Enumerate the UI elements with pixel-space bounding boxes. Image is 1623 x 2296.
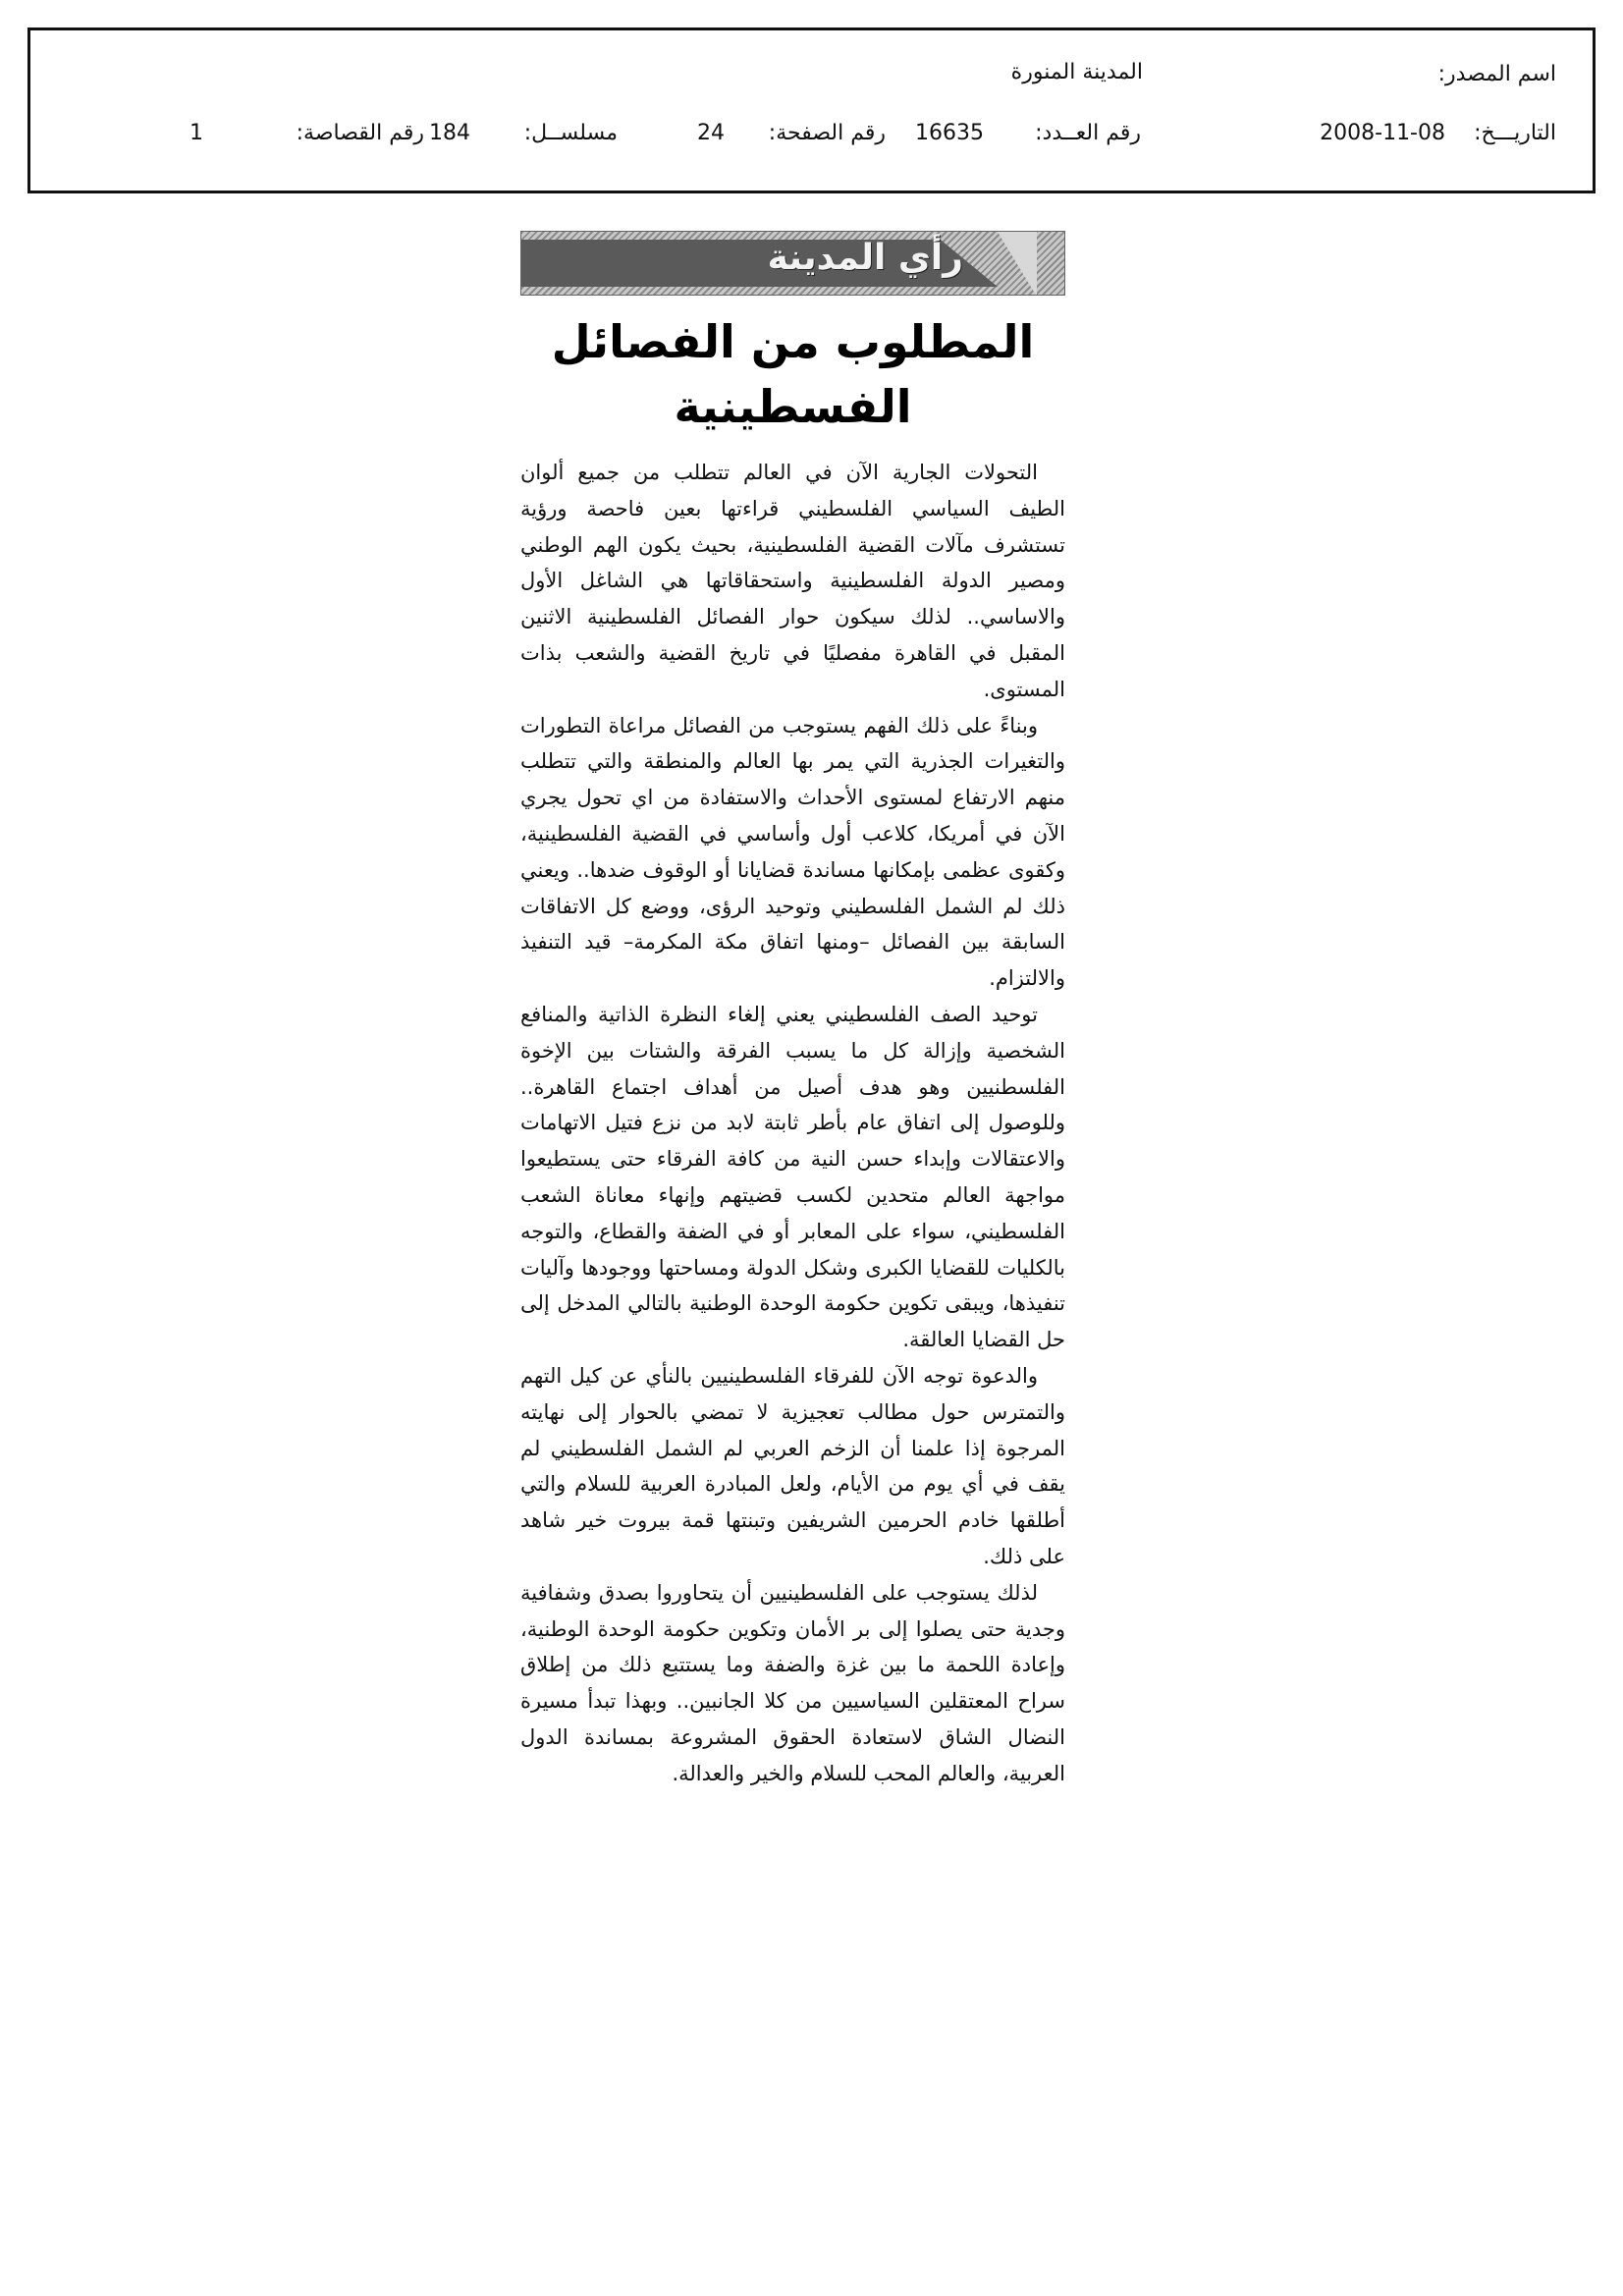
date-label: التاريـــخ: bbox=[1474, 121, 1556, 145]
serial-label: مسلســل: bbox=[523, 121, 618, 145]
issue-label: رقم العــدد: bbox=[1035, 121, 1141, 145]
section-title: رأي المدينة bbox=[767, 238, 963, 278]
clip-value: 1 bbox=[189, 121, 203, 145]
source-value: المدينة المنورة bbox=[1010, 60, 1143, 84]
clip-label: رقم القصاصة: bbox=[296, 121, 424, 145]
issue-value: 16635 bbox=[915, 121, 984, 145]
article-paragraph: التحولات الجارية الآن في العالم تتطلب من جميع ألوان الطيف السياسي الفلسطيني قراءتها بعين فاحصة ورؤية تستشرف مآلات القضية الفلسطينية، بحيث يكون الهم الوطني ومصير الدولة الفلسطينية واستحقاقاتها هي الشاغل الأول والاساسي.. لذلك سيكون حوار الفصائل الفلسطينية الاثنين المقبل في القاهرة مفصليًا في تاريخ القضية والشعب بذات المستوى. bbox=[520, 461, 1065, 701]
clipping-header bbox=[27, 27, 1596, 193]
source-label: اسم المصدر: bbox=[1437, 62, 1556, 86]
article-headline: المطلوب من الفصائل الفسطينية bbox=[551, 315, 1035, 433]
serial-value: 184 bbox=[429, 121, 470, 145]
article-paragraph: توحيد الصف الفلسطيني يعني إلغاء النظرة الذاتية والمنافع الشخصية وإزالة كل ما يسبب الفرقة والشتات بين الإخوة الفلسطنيين وهو هدف أصيل من أهداف اجتماع القاهرة.. وللوصول إلى اتفاق عام بأطر ثابتة لابد من نزع فتيل الاتهامات والاعتقالات وإبداء حسن النية من كافة الفرقاء حتى يستطيعوا مواجهة العالم متحدين لكسب قضيتهم وإنهاء معاناة الشعب الفلسطيني، سواء على المعابر أو في الضفة والقطاع، والتوجه بالكليات للقضايا الكبرى وشكل الدولة ومساحتها ووجودها وآليات تنفيذها، ويبقى تكوين حكومة الوحدة الوطنية بالتالي المدخل إلى حل القضايا العالقة. bbox=[520, 1002, 1065, 1352]
page-label: رقم الصفحة: bbox=[768, 121, 886, 145]
article bbox=[520, 231, 1065, 1791]
article-paragraph: لذلك يستوجب على الفلسطينيين أن يتحاوروا بصدق وشفافية وجدية حتى يصلوا إلى بر الأمان وتكوين حكومة الوحدة الوطنية، وإعادة اللحمة ما بين غزة والضفة وما يستتبع ذلك من إطلاق سراح المعتقلين السياسيين من كلا الجانبين.. وبهذا تبدأ مسيرة النضال الشاق لاستعادة الحقوق المشروعة بمساندة الدول العربية، والعالم المحب للسلام والخير والعدالة. bbox=[520, 1580, 1065, 1785]
article-body bbox=[520, 455, 1065, 1791]
section-banner bbox=[520, 231, 1065, 296]
page-value: 24 bbox=[697, 121, 725, 145]
date-value: 2008-11-08 bbox=[1320, 121, 1445, 145]
article-paragraph: والدعوة توجه الآن للفرقاء الفلسطينيين بالنأي عن كيل التهم والتمترس حول مطالب تعجيزية لا تمضي بالحوار إلى نهايته المرجوة إذا علمنا أن الزخم العربي لم الشمل الفلسطيني لم يقف في أي يوم من الأيام، ولعل المبادرة العربية للسلام والتي أطلقها خادم الحرمين الشريفين وتبنتها قمة بيروت خير شاهد على ذلك. bbox=[520, 1363, 1065, 1568]
banner-notch bbox=[998, 232, 1037, 296]
article-paragraph: وبناءً على ذلك الفهم يستوجب من الفصائل مراعاة التطورات والتغيرات الجذرية التي يمر بها العالم والمنطقة والتي تتطلب منهم الارتفاع لمستوى الأحداث والاستفادة من اي تحول يجري الآن في أمريكا، كلاعب أول وأساسي في القضية الفلسطينية، وكقوى عظمى بإمكانها مساندة قضايانا أو الوقوف ضدها.. ويعني ذلك لم الشمل الفلسطيني وتوحيد الرؤى، ووضع كل الاتفاقات السابقة بين الفصائل –ومنها اتفاق مكة المكرمة– قيد التنفيذ والالتزام. bbox=[520, 713, 1065, 991]
